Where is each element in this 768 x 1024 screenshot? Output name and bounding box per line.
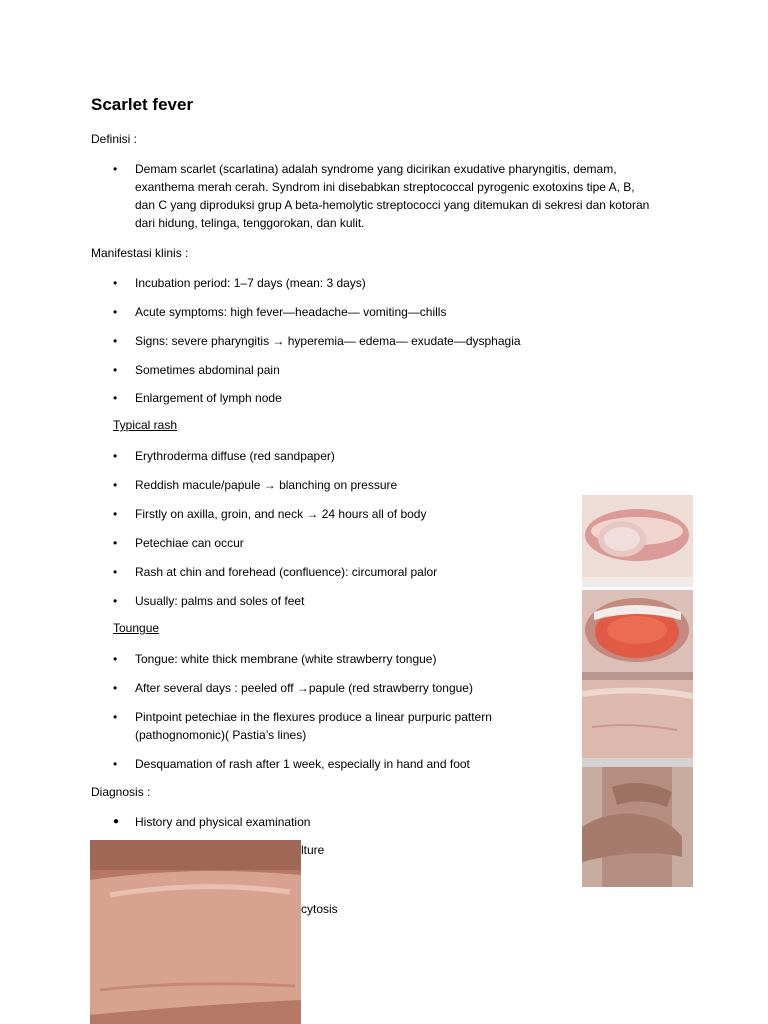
list-item-text: Sometimes abdominal pain	[135, 363, 280, 377]
list-item-text: Erythroderma diffuse (red sandpaper)	[135, 449, 335, 463]
definisi-line: dan C yang diproduksi grup A beta-hemolytic streptococci yang ditemukan di sekresi dan kotoran	[135, 198, 650, 212]
diagnosis-heading: Diagnosis :	[91, 785, 151, 799]
pastia-lines-arm-image	[582, 672, 693, 767]
list-item-text: Firstly on axilla, groin, and neck → 24 hours all of body	[135, 507, 427, 521]
list-item-text: (pathognomonic)( Pastia’s lines)	[135, 728, 307, 742]
typical-rash-heading: Typical rash	[113, 418, 178, 432]
bullet-dot: •	[113, 391, 118, 405]
bullet-dot: •	[113, 594, 118, 608]
definisi-line: Demam scarlet (scarlatina) adalah syndrome yang dicirikan exudative pharyngitis, demam,	[135, 162, 617, 176]
bullet-dot: •	[113, 681, 118, 695]
bullet-dot: •	[113, 478, 118, 492]
definisi-line: dari hidung, telinga, tenggorokan, dan kulit.	[135, 216, 365, 230]
hands-rash-image	[582, 767, 693, 887]
list-item-text: Tongue: white thick membrane (white strawberry tongue)	[135, 652, 437, 666]
list-item-text: Acute symptoms: high fever—headache— vomiting—chills	[135, 305, 447, 319]
red-strawberry-tongue-image	[582, 590, 693, 672]
manifestasi-heading: Manifestasi klinis :	[91, 246, 189, 260]
list-item-text: Reddish macule/papule → blanching on pressure	[135, 478, 398, 492]
bullet-dot: •	[113, 363, 118, 377]
bullet-dot: •	[113, 334, 118, 348]
list-item-text: Usually: palms and soles of feet	[135, 594, 305, 608]
bullet-dot: ●	[113, 816, 120, 827]
bullet-dot: •	[113, 757, 118, 771]
list-item-text: Petechiae can occur	[135, 536, 244, 550]
list-item-text: Signs: severe pharyngitis → hyperemia— edema— exudate—dysphagia	[135, 334, 521, 348]
list-item-text-partial: cytosis	[301, 902, 338, 916]
bullet-dot: •	[113, 162, 118, 176]
bullet-dot: •	[113, 710, 118, 724]
list-item-text: Enlargement of lymph node	[135, 391, 282, 405]
list-item-text: After several days : peeled off →papule (red strawberry tongue)	[135, 681, 473, 695]
bullet-dot: •	[113, 276, 118, 290]
list-item-text: Rash at chin and forehead (confluence): circumoral palor	[135, 565, 438, 579]
bullet-dot: •	[113, 305, 118, 319]
bullet-dot: •	[113, 652, 118, 666]
definisi-heading: Definisi :	[91, 132, 138, 146]
bullet-dot: •	[113, 449, 118, 463]
bullet-dot: •	[113, 536, 118, 550]
tongue-heading: Toungue	[113, 621, 160, 635]
white-strawberry-tongue-image	[582, 495, 693, 587]
list-item-text: Desquamation of rash after 1 week, especially in hand and foot	[135, 757, 470, 771]
arm-rash-image	[90, 840, 301, 1024]
list-item-text: Incubation period: 1–7 days (mean: 3 days)	[135, 276, 366, 290]
page-title: Scarlet fever	[91, 95, 194, 114]
bullet-dot: •	[113, 507, 118, 521]
list-item-text-partial: lture	[301, 843, 325, 857]
list-item-text: Pintpoint petechiae in the flexures produce a linear purpuric pattern	[135, 710, 492, 724]
list-item-text: History and physical examination	[135, 815, 311, 829]
bullet-dot: •	[113, 565, 118, 579]
definisi-line: exanthema merah cerah. Syndrom ini disebabkan streptococcal pyrogenic exotoxins tipe A, B,	[135, 180, 635, 194]
